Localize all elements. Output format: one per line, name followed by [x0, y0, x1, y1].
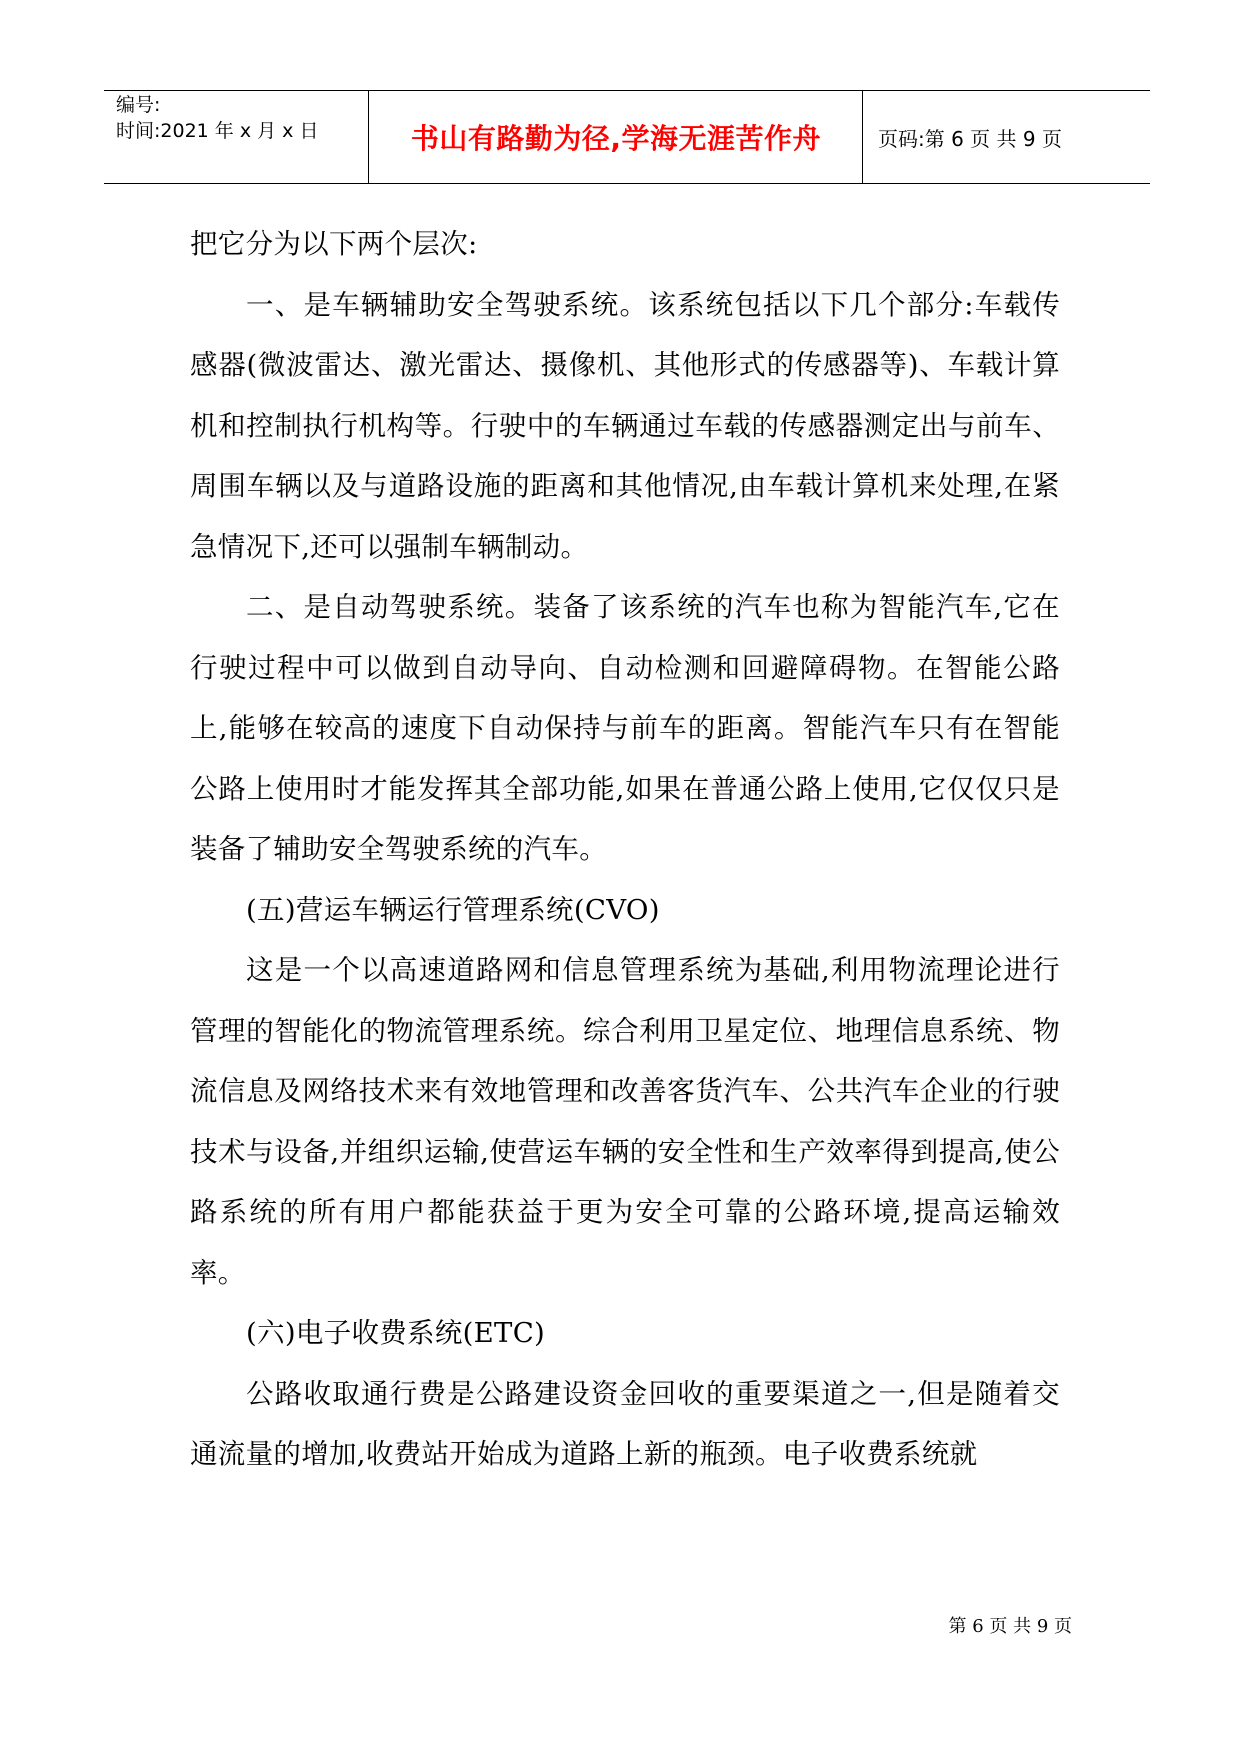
header-meta	[116, 91, 366, 183]
paragraph: 一、是车辆辅助安全驾驶系统。该系统包括以下几个部分:车载传感器(微波雷达、激光雷达、摄像机、其他形式的传感器等)、车载计算机和控制执行机构等。行驶中的车辆通过车载的传感器测定出与前车、周围车辆以及与道路设施的距离和其他情况,由车载计算机来处理,在紧急情况下,还可以强制车辆制动。	[190, 288, 1060, 563]
document-time-label: 时间:2021 年 x 月 x 日	[116, 120, 319, 142]
page-header	[104, 90, 1150, 184]
document-body	[190, 214, 1060, 1485]
paragraph: 公路收取通行费是公路建设资金回收的重要渠道之一,但是随着交通流量的增加,收费站开始成为道路上新的瓶颈。电子收费系统就	[190, 1377, 1060, 1470]
header-divider	[862, 91, 863, 183]
section-heading: (五)营运车辆运行管理系统(CVO)	[246, 893, 660, 926]
header-motto: 书山有路勤为径,学海无涯苦作舟	[410, 122, 822, 155]
header-page-number: 页码:第 6 页 共 9 页	[878, 126, 1062, 151]
header-divider	[368, 91, 369, 183]
document-number-label: 编号:	[116, 94, 161, 116]
paragraph: 这是一个以高速道路网和信息管理系统为基础,利用物流理论进行管理的智能化的物流管理系统。综合利用卫星定位、地理信息系统、物流信息及网络技术来有效地管理和改善客货汽车、公共汽车企业的行驶技术与设备,并组织运输,使营运车辆的安全性和生产效率得到提高,使公路系统的所有用户都能获益于更为安全可靠的公路环境,提高运输效率。	[190, 954, 1060, 1289]
page-footer: 第 6 页 共 9 页	[948, 1616, 1072, 1637]
paragraph: 二、是自动驾驶系统。装备了该系统的汽车也称为智能汽车,它在行驶过程中可以做到自动导向、自动检测和回避障碍物。在智能公路上,能够在较高的速度下自动保持与前车的距离。智能汽车只有在智能公路上使用时才能发挥其全部功能,如果在普通公路上使用,它仅仅只是装备了辅助安全驾驶系统的汽车。	[190, 591, 1060, 865]
paragraph: 把它分为以下两个层次:	[190, 228, 478, 260]
section-heading: (六)电子收费系统(ETC)	[246, 1317, 546, 1349]
